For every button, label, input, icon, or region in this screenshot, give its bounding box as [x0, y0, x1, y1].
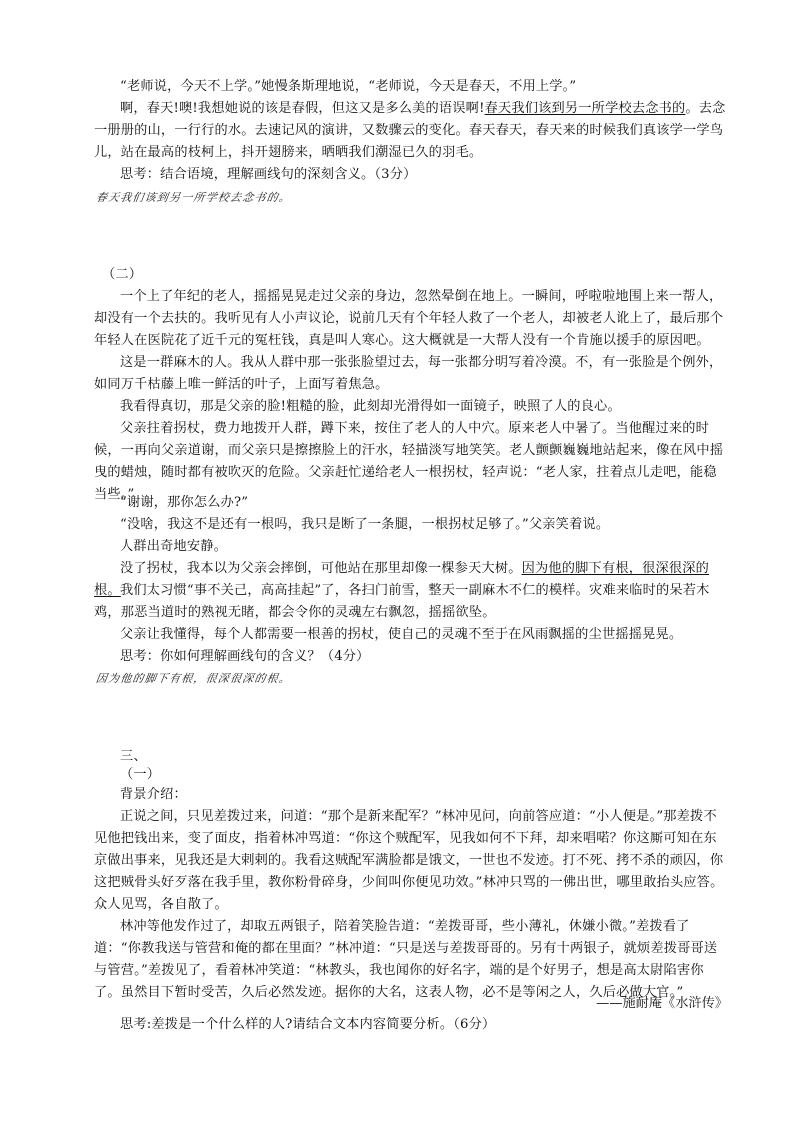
- section-2-p2: 这是一群麻木的人。我从人群中那一张张脸望过去，每一张都分明写着冷漠。不，有一张脸是个例外，如同万千枯藤上唯一鲜活的叶子，上面写着焦急。: [94, 355, 723, 392]
- handwritten-answer-1: 春天我们该到另一所学校去念书的。: [95, 191, 293, 204]
- section-3-heading: 三、: [120, 749, 147, 764]
- handwritten-answer-2: 因为他的脚下有根，很深很深的根。: [95, 672, 293, 685]
- section-2-p8-text: 没了拐杖，我本以为父亲会摔倒，可他站在那里却像一棵参天大树。: [120, 561, 522, 576]
- paragraph-spring-rest: 。去念一册册的山，一行行的水。去速记风的演讲，又数骤云的变化。春天春天，春天来的时候我们真该学一学鸟儿，站在最高的枝柯上，抖开翅膀来，晒晒我们潮湿已久的羽毛。: [94, 101, 726, 160]
- section-2-p9: 我们太习惯“事不关己，高高挂起”了，各扫门前雪，整天一副麻木不仁的模样。灾难来临时的呆若木鸡，那恶当道时的熟视无睹，都会令你的灵魂左右飘忽，摇摇欲坠。: [94, 583, 710, 620]
- question-1: 思考：结合语境，理解画线句的深刻含义。（3分）: [120, 167, 417, 182]
- source-citation: ——施耐庵《水浒传》: [596, 996, 728, 1011]
- underlined-sentence-1: 春天我们该到另一所学校去念书的: [484, 101, 686, 116]
- section-2-p3: 我看得真切，那是父亲的脸!粗糙的脸，此刻却光滑得如一面镜子，映照了人的良心。: [120, 399, 621, 414]
- background-label: 背景介绍：: [120, 787, 187, 802]
- quote-line: “老师说，今天不上学。”她慢条斯理地说，“老师说，今天是春天，不用上学。”: [120, 79, 577, 94]
- section-2-heading: （二）: [102, 267, 143, 282]
- section-2-p6: “没啥，我这不是还有一根吗，我只是断了一条腿，一根拐杖足够了。”父亲笑着说。: [120, 517, 610, 532]
- section-2-p10: 父亲让我懂得，每个人都需要一根善的拐杖，使自己的灵魂不至于在风雨飘摇的尘世摇摇晃晃。: [120, 627, 683, 642]
- section-2-p5: “谢谢，那你怎么办?”: [120, 495, 249, 510]
- paragraph-spring-text: 啊，春天!噢!我想她说的该是春假，但这又是多么美的语误啊!: [120, 101, 485, 116]
- underlined-sentence-2: 因为他的脚下有根，很深很深的根。: [94, 561, 710, 598]
- section-3-p1: 正说之间，只见差拨过来，问道：“那个是新来配军？”林冲见问，向前答应道：“小人便是。”那差拨不见他把钱出来，变了面皮，指着林冲骂道：“你这个贼配军，见我如何不下拜，却来唱喏？你这厮可知在东京做出事来，见我还是大剌剌的。我看这贼配军满脸都是饿文，一世也不发迹。打不死、拷不杀的顽囚，你这把贼骨头好歹落在我手里，教你粉骨碎身，少间叫你便见功效。”林冲只骂的一佛出世，哪里敢抬头应答。众人见骂，各自散了。: [94, 809, 724, 912]
- section-3-subheading: （一）: [120, 767, 161, 782]
- question-3: 思考:差拨是一个什么样的人?请结合文本内容简要分析。（6分）: [120, 1017, 496, 1032]
- section-2-p4: 父亲拄着拐杖，费力地拨开人群，蹲下来，按住了老人的人中穴。原来老人中暑了。当他醒过来的时候，一再向父亲道谢，而父亲只是擦擦脸上的汗水，轻描淡写地笑笑。老人颤颤巍巍地站起来，像在风中摇曳的蜡烛，随时都有被吹灭的危险。父亲赶忙递给老人一根拐杖，轻声说：“老人家，拄着点儿走吧，能稳当些。”: [94, 421, 724, 502]
- section-2-p1: 一个上了年纪的老人，摇摇晃晃走过父亲的身边，忽然晕倒在地上。一瞬间，呼啦啦地围上来一帮人，却没有一个去扶的。我听见有人小声议论，说前几天有个年轻人救了一个老人，却被老人讹上了，最后那个年轻人在医院花了近千元的冤枉钱，真是叫人寒心。这大概就是一大帮人没有一个肯施以援手的原因吧。: [94, 289, 724, 348]
- question-2: 思考：你如何理解画线句的含义？（4分）: [120, 649, 370, 664]
- section-2-p7: 人群出奇地安静。: [120, 539, 228, 554]
- section-3-p2: 林冲等他发作过了，却取五两银子，陪着笑脸告道：“差拨哥哥，些小薄礼，休嫌小微。”差拨看了道：“你教我送与管营和俺的都在里面？”林冲道：“只是送与差拨哥哥的。另有十两银子，就烦差拨哥哥送与管营。”差拨见了，看着林冲笑道：“林教头，我也闻你的好名字，端的是个好男子，想是高太尉陷害你了。虽然目下暂时受苦，久后必然发迹。据你的大名，这表人物，必不是等闲之人，久后必做大官。”: [94, 919, 718, 1000]
- paragraph-spring: [94, 98, 729, 164]
